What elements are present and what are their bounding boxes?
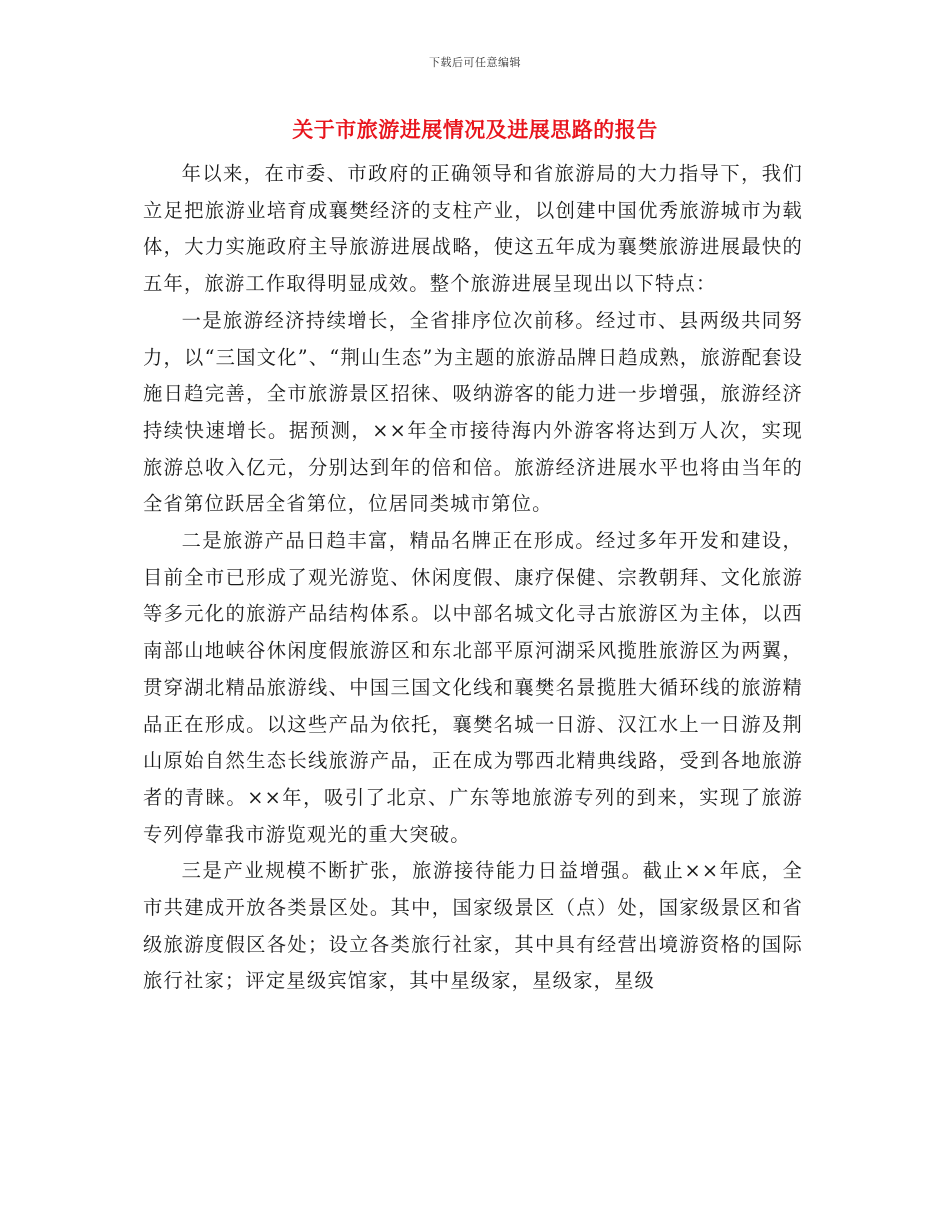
paragraph-point-three: 三是产业规模不断扩张，旅游接待能力日益增强。截止××年底，全市共建成开放各类景区处。其中，国家级景区（点）处，国家级景区和省级旅游度假区各处；设立各类旅行社家，其中具有经营出境游资格的国际旅行社家；评定星级宾馆家，其中星级家，星级家，星级: [143, 859, 803, 993]
paragraph-point-two: 二是旅游产品日趋丰富，精品名牌正在形成。经过多年开发和建设，目前全市已形成了观光游览、休闲度假、康疗保健、宗教朝拜、文化旅游等多元化的旅游产品结构体系。以中部名城文化寻古旅游区为主体，以西南部山地峡谷休闲度假旅游区和东北部平原河湖采风揽胜旅游区为两翼，贯穿湖北精品旅游线、中国三国文化线和襄樊名景揽胜大循环线的旅游精品正在形成。以这些产品为依托，襄樊名城一日游、汉江水上一日游及荆山原始自然生态长线旅游产品，正在成为鄂西北精典线路，受到各地旅游者的青睐。××年，吸引了北京、广东等地旅游专列的到来，实现了旅游专列停靠我市游览观光的重大突破。: [143, 529, 803, 846]
paragraph-intro: 年以来，在市委、市政府的正确领导和省旅游局的大力指导下，我们立足把旅游业培育成襄樊经济的支柱产业，以创建中国优秀旅游城市为载体，大力实施政府主导旅游进展战略，使这五年成为襄樊旅游进展最快的五年，旅游工作取得明显成效。整个旅游进展呈现出以下特点：: [143, 162, 803, 296]
document-body: [143, 156, 803, 1000]
paragraph-point-one: 一是旅游经济持续增长，全省排序位次前移。经过市、县两级共同努力，以“三国文化”、“荆山生态”为主题的旅游品牌日趋成熟，旅游配套设施日趋完善，全市旅游景区招徕、吸纳游客的能力进一步增强，旅游经济持续快速增长。据预测，××年全市接待海内外游客将达到万人次，实现旅游总收入亿元，分别达到年的倍和倍。旅游经济进展水平也将由当年的全省第位跃居全省第位，位居同类城市第位。: [143, 308, 803, 516]
header-note: 下载后可任意编辑: [429, 56, 521, 69]
document-title: 关于市旅游进展情况及进展思路的报告: [292, 118, 658, 142]
